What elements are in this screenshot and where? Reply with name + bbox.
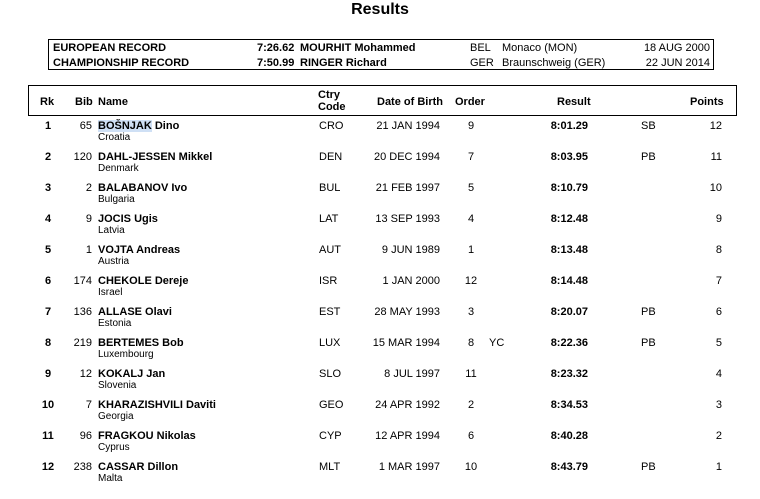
order-cell: 3	[467, 306, 475, 318]
country-name-cell: Israel	[98, 287, 123, 298]
athlete-name-cell	[98, 244, 180, 256]
record-country: GER	[470, 57, 494, 69]
bib-cell: 120	[73, 151, 92, 163]
table-row	[0, 211, 760, 242]
table-row	[0, 149, 760, 180]
records-box	[48, 39, 714, 70]
bib-cell: 2	[85, 182, 92, 194]
record-date: 18 AUG 2000	[643, 42, 710, 54]
bib-cell: 7	[85, 399, 92, 411]
table-row	[0, 366, 760, 397]
table-row	[0, 335, 760, 366]
bib-cell: 136	[73, 306, 92, 318]
column-header-rank: Rk	[40, 96, 55, 108]
athlete-name-text: BERTEMES Bob	[98, 337, 184, 349]
order-cell: 11	[465, 368, 477, 380]
athlete-name-text: KHARAZISHVILI Daviti	[98, 399, 216, 411]
order-cell: 4	[467, 213, 475, 225]
result-cell: 8:40.28	[550, 430, 588, 442]
country-code-cell: SLO	[319, 368, 342, 380]
column-header-name: Name	[98, 96, 128, 108]
country-name-cell: Georgia	[98, 411, 134, 422]
result-cell: 8:03.95	[550, 151, 588, 163]
country-name-cell: Bulgaria	[98, 194, 135, 205]
date-of-birth-cell: 15 MAR 1994	[372, 337, 440, 349]
order-cell: 9	[467, 120, 475, 132]
record-holder: MOURHIT Mohammed	[300, 42, 416, 54]
points-cell: 4	[715, 368, 722, 380]
country-code-cell: AUT	[319, 244, 341, 256]
country-name-cell: Latvia	[98, 225, 125, 236]
page-title: Results	[351, 1, 409, 18]
athlete-name-cell	[98, 368, 165, 380]
points-cell: 8	[715, 244, 722, 256]
result-cell: 8:34.53	[550, 399, 588, 411]
athlete-name-text: CHEKOLE Dereje	[98, 275, 189, 287]
country-name-cell: Cyprus	[98, 442, 130, 453]
order-cell: 6	[467, 430, 475, 442]
country-name-cell: Slovenia	[98, 380, 137, 391]
date-of-birth-cell: 21 FEB 1997	[375, 182, 440, 194]
rank-cell: 5	[44, 244, 52, 256]
column-header-order: Order	[455, 96, 485, 108]
table-row	[0, 397, 760, 428]
record-holder: RINGER Richard	[300, 57, 387, 69]
record-row	[49, 41, 713, 55]
result-cell: 8:14.48	[550, 275, 588, 287]
order-cell: 8	[467, 337, 475, 349]
results-table-body	[0, 118, 760, 490]
rank-cell: 11	[42, 430, 54, 442]
result-cell: 8:13.48	[550, 244, 588, 256]
athlete-name-cell	[98, 275, 188, 287]
country-code-cell: GEO	[319, 399, 344, 411]
athlete-name-cell	[98, 461, 178, 473]
country-code-cell: BUL	[319, 182, 341, 194]
date-of-birth-cell: 8 JUL 1997	[384, 368, 440, 380]
table-row	[0, 304, 760, 335]
athlete-name-text: FRAGKOU Nikolas	[98, 430, 196, 442]
bib-cell: 238	[73, 461, 92, 473]
record-name: EUROPEAN RECORD	[53, 42, 167, 54]
result-cell: 8:23.32	[550, 368, 588, 380]
points-cell: 12	[709, 120, 722, 132]
rank-cell: 4	[44, 213, 52, 225]
athlete-name-cell	[98, 399, 216, 411]
table-row	[0, 180, 760, 211]
record-flag-cell: PB	[641, 151, 656, 163]
result-cell: 8:43.79	[550, 461, 588, 473]
athlete-name-cell	[98, 120, 179, 132]
date-of-birth-cell: 9 JUN 1989	[381, 244, 440, 256]
record-venue: Monaco (MON)	[502, 42, 578, 54]
order-cell: 5	[467, 182, 475, 194]
result-cell: 8:12.48	[550, 213, 588, 225]
date-of-birth-cell: 1 MAR 1997	[378, 461, 440, 473]
rank-cell: 8	[44, 337, 52, 349]
result-cell: 8:20.07	[550, 306, 588, 318]
country-name-cell: Estonia	[98, 318, 132, 329]
athlete-name-text: Dino	[151, 120, 180, 132]
bib-cell: 65	[79, 120, 92, 132]
country-code-cell: LUX	[319, 337, 341, 349]
order-cell: 12	[464, 275, 478, 287]
country-code-cell: ISR	[319, 275, 338, 287]
points-cell: 11	[710, 151, 722, 163]
athlete-name-highlight: BOŠNJAK	[98, 120, 152, 132]
date-of-birth-cell: 1 JAN 2000	[382, 275, 440, 287]
bib-cell: 96	[79, 430, 92, 442]
rank-cell: 6	[44, 275, 52, 287]
points-cell: 10	[709, 182, 722, 194]
athlete-name-cell	[98, 182, 187, 194]
athlete-name-text: JOCIS Ugis	[98, 213, 158, 225]
athlete-name-cell	[98, 430, 196, 442]
result-cell: 8:01.29	[550, 120, 588, 132]
column-header-result: Result	[557, 96, 591, 108]
points-cell: 9	[715, 213, 722, 225]
record-flag-cell: PB	[641, 337, 656, 349]
record-flag-cell: SB	[641, 120, 656, 132]
country-name-cell: Austria	[98, 256, 130, 267]
record-time: 7:26.62	[257, 42, 295, 54]
points-cell: 1	[715, 461, 722, 473]
record-name: CHAMPIONSHIP RECORD	[53, 57, 190, 69]
rank-cell: 10	[41, 399, 55, 411]
rank-cell: 9	[44, 368, 52, 380]
rank-cell: 12	[41, 461, 55, 473]
record-flag-cell: PB	[641, 461, 656, 473]
country-name-cell: Malta	[98, 473, 123, 484]
country-code-cell: DEN	[319, 151, 343, 163]
table-row	[0, 273, 760, 304]
points-cell: 2	[715, 430, 722, 442]
results-table-header	[28, 85, 737, 116]
rank-cell: 1	[44, 120, 52, 132]
record-date: 22 JUN 2014	[645, 57, 710, 69]
bib-cell: 219	[73, 337, 92, 349]
athlete-name-text: ALLASE Olavi	[98, 306, 172, 318]
date-of-birth-cell: 13 SEP 1993	[375, 213, 440, 225]
country-name-cell: Croatia	[98, 132, 131, 143]
order-cell: 7	[467, 151, 475, 163]
table-row	[0, 118, 760, 149]
table-row	[0, 242, 760, 273]
table-row	[0, 428, 760, 459]
column-header-country-code-line1: Ctry	[318, 89, 341, 101]
country-code-cell: LAT	[319, 213, 339, 225]
points-cell: 7	[715, 275, 722, 287]
order-cell: 2	[467, 399, 475, 411]
date-of-birth-cell: 20 DEC 1994	[373, 151, 440, 163]
rank-cell: 3	[44, 182, 52, 194]
column-header-country-code	[318, 89, 346, 113]
country-name-cell: Denmark	[98, 163, 139, 174]
athlete-name-cell	[98, 151, 212, 163]
table-row	[0, 459, 760, 490]
athlete-name-text: KOKALJ Jan	[98, 368, 166, 380]
bib-cell: 1	[85, 244, 92, 256]
card-flag-cell: YC	[489, 337, 505, 349]
rank-cell: 7	[44, 306, 52, 318]
record-row	[49, 56, 713, 70]
column-header-date-of-birth: Date of Birth	[377, 96, 443, 108]
athlete-name-text: DAHL-JESSEN Mikkel	[98, 151, 213, 163]
column-header-points: Points	[690, 96, 724, 108]
record-flag-cell: PB	[641, 306, 656, 318]
country-name-cell: Luxembourg	[98, 349, 154, 360]
result-cell: 8:10.79	[550, 182, 588, 194]
rank-cell: 2	[44, 151, 52, 163]
column-header-country-code-line2: Code	[318, 101, 346, 113]
order-cell: 1	[467, 244, 475, 256]
athlete-name-text: BALABANOV Ivo	[98, 182, 188, 194]
country-code-cell: MLT	[319, 461, 341, 473]
points-cell: 5	[715, 337, 722, 349]
date-of-birth-cell: 28 MAY 1993	[374, 306, 440, 318]
country-code-cell: CYP	[319, 430, 342, 442]
order-cell: 10	[464, 461, 478, 473]
points-cell: 3	[715, 399, 722, 411]
result-cell: 8:22.36	[550, 337, 588, 349]
bib-cell: 9	[85, 213, 92, 225]
athlete-name-cell	[98, 306, 172, 318]
athlete-name-text: CASSAR Dillon	[98, 461, 179, 473]
athlete-name-text: VOJTA Andreas	[98, 244, 181, 256]
column-header-bib: Bib	[75, 96, 93, 108]
record-venue: Braunschweig (GER)	[502, 57, 606, 69]
date-of-birth-cell: 21 JAN 1994	[376, 120, 440, 132]
country-code-cell: EST	[319, 306, 341, 318]
date-of-birth-cell: 12 APR 1994	[375, 430, 440, 442]
athlete-name-cell	[98, 213, 158, 225]
bib-cell: 174	[73, 275, 92, 287]
record-country: BEL	[470, 42, 491, 54]
date-of-birth-cell: 24 APR 1992	[375, 399, 440, 411]
country-code-cell: CRO	[319, 120, 344, 132]
bib-cell: 12	[79, 368, 92, 380]
athlete-name-cell	[98, 337, 184, 349]
points-cell: 6	[715, 306, 722, 318]
record-time: 7:50.99	[257, 57, 295, 69]
